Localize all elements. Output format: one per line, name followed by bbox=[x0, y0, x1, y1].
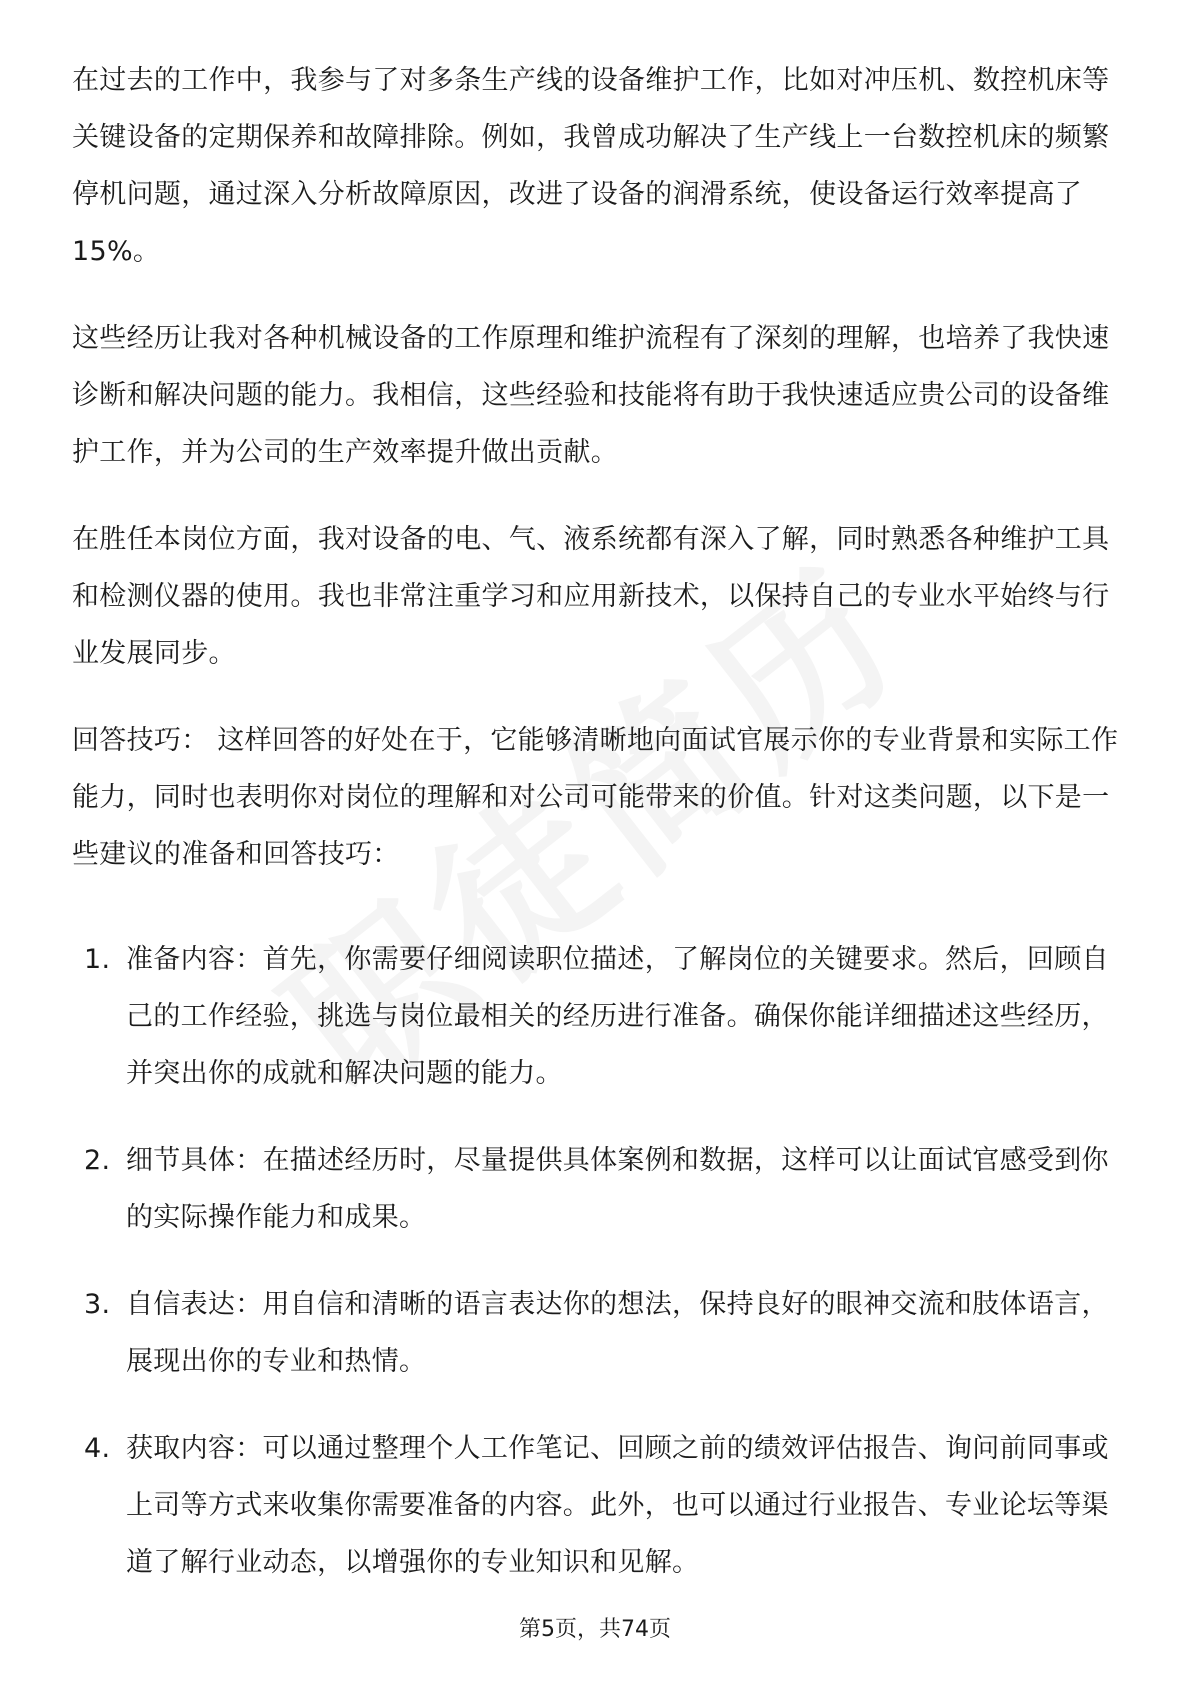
list-item bbox=[72, 1132, 1122, 1246]
list-item-text: 自信表达：用自信和清晰的语言表达你的想法，保持良好的眼神交流和肢体语言，展现出你的专业和热情。 bbox=[126, 1289, 1109, 1377]
list-item-text: 细节具体：在描述经历时，尽量提供具体案例和数据，这样可以让面试官感受到你的实际操作能力和成果。 bbox=[126, 1145, 1109, 1233]
paragraph-understanding: 这些经历让我对各种机械设备的工作原理和维护流程有了深刻的理解，也培养了我快速诊断和解决问题的能力。我相信，这些经验和技能将有助于我快速适应贵公司的设备维护工作，并为公司的生产效率提升做出贡献。 bbox=[72, 323, 1110, 468]
page-footer: 第5页，共74页 bbox=[519, 1617, 671, 1642]
tips-list bbox=[72, 931, 1122, 1591]
list-item-number: 3. bbox=[84, 1289, 111, 1320]
list-item-number: 4. bbox=[84, 1433, 111, 1464]
list-item-number: 1. bbox=[84, 944, 111, 975]
paragraph-experience: 在过去的工作中，我参与了对多条生产线的设备维护工作，比如对冲压机、数控机床等关键设备的定期保养和故障排除。例如，我曾成功解决了生产线上一台数控机床的频繁停机问题，通过深入分析故障原因，改进了设备的润滑系统，使设备运行效率提高了15%。 bbox=[72, 65, 1110, 267]
list-item bbox=[72, 1420, 1122, 1591]
list-item bbox=[72, 931, 1122, 1102]
list-item bbox=[72, 1276, 1122, 1390]
document-body bbox=[72, 52, 1122, 1621]
paragraph-competence: 在胜任本岗位方面，我对设备的电、气、液系统都有深入了解，同时熟悉各种维护工具和检测仪器的使用。我也非常注重学习和应用新技术，以保持自己的专业水平始终与行业发展同步。 bbox=[72, 524, 1110, 669]
list-item-text: 准备内容：首先，你需要仔细阅读职位描述，了解岗位的关键要求。然后，回顾自己的工作经验，挑选与岗位最相关的经历进行准备。确保你能详细描述这些经历，并突出你的成就和解决问题的能力。 bbox=[126, 944, 1109, 1089]
list-item-number: 2. bbox=[84, 1145, 111, 1176]
list-item-text: 获取内容：可以通过整理个人工作笔记、回顾之前的绩效评估报告、询问前同事或上司等方式来收集你需要准备的内容。此外，也可以通过行业报告、专业论坛等渠道了解行业动态，以增强你的专业知识和见解。 bbox=[126, 1433, 1109, 1578]
paragraph-answer-tips: 回答技巧： 这样回答的好处在于，它能够清晰地向面试官展示你的专业背景和实际工作能力，同时也表明你对岗位的理解和对公司可能带来的价值。针对这类问题，以下是一些建议的准备和回答技巧： bbox=[72, 725, 1119, 870]
